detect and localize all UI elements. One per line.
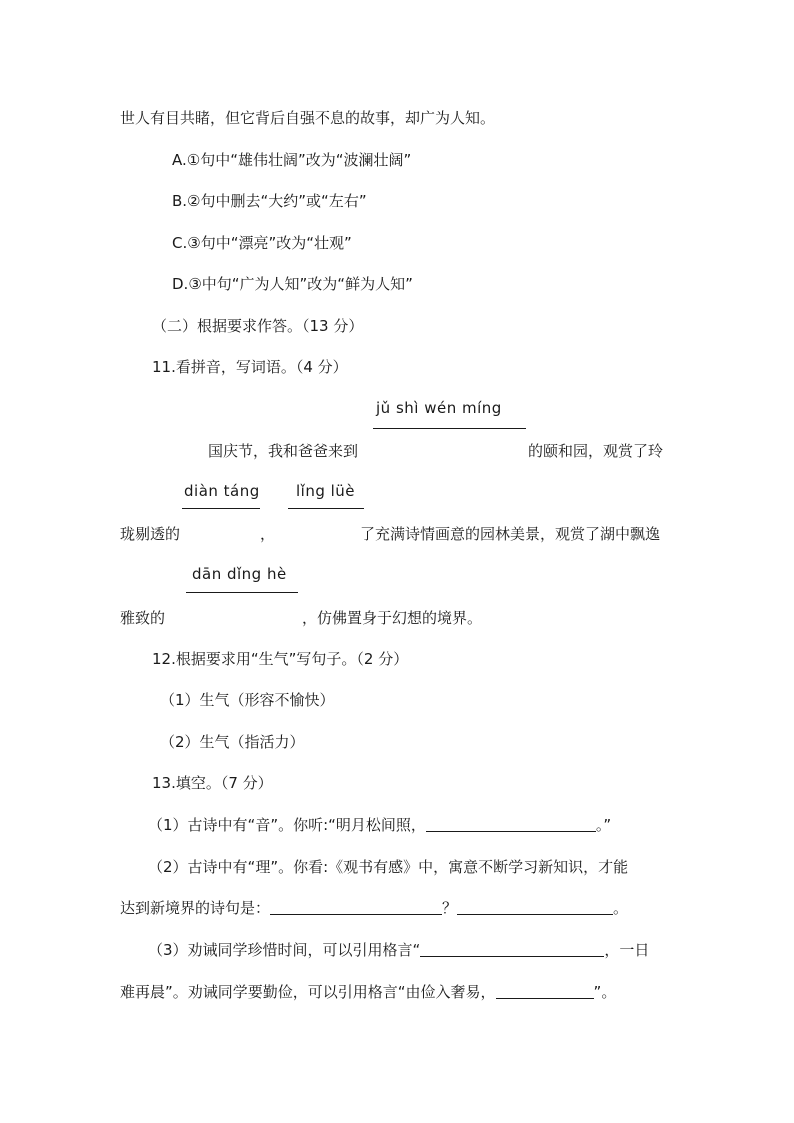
q13-item3-end: ”。 <box>593 983 617 1001</box>
q13-item1-tail: 。” <box>595 816 612 834</box>
q13-item2-mid: ？ <box>442 899 458 917</box>
q11-title: 11.看拼音，写词语。（4 分） <box>152 358 348 376</box>
passage-tail: 世人有目共睹，但它背后自强不息的故事，却广为人知。 <box>120 109 496 127</box>
answer-line-2[interactable] <box>182 508 260 509</box>
pinyin-diantang: diàn táng <box>184 482 260 500</box>
q11-sentence3-end: ，仿佛置身于幻想的境界。 <box>302 609 483 627</box>
q13-item2: （2）古诗中有“理”。你看:《观书有感》中，寓意不断学习新知识，才能 <box>148 858 629 876</box>
q13-item3-text: （3）劝诫同学珍惜时间，可以引用格言“ <box>148 941 421 959</box>
pinyin-dandinghe: dān dǐng hè <box>192 565 287 583</box>
option-d: D.③中句“广为人知”改为“鲜为人知” <box>172 275 413 293</box>
q12-title: 12.根据要求用“生气”写句子。（2 分） <box>152 650 409 668</box>
q11-sentence1-end: 的颐和园，观赏了玲 <box>528 442 664 460</box>
option-b: B.②句中删去“大约”或“左右” <box>172 192 367 210</box>
option-c: C.③句中“漂亮”改为“壮观” <box>172 234 352 252</box>
answer-line-3[interactable] <box>288 508 364 509</box>
q13-blank-4[interactable] <box>420 940 604 957</box>
q13-item3-tail: ，一日 <box>604 941 650 959</box>
q11-sentence1-start: 国庆节，我和爸爸来到 <box>208 442 359 460</box>
q12-item1: （1）生气（形容不愉快） <box>160 691 335 709</box>
q13-item3 <box>148 940 649 960</box>
q13-item1 <box>148 815 611 835</box>
q12-item2: （2）生气（指活力） <box>160 733 305 751</box>
q13-blank-1[interactable] <box>426 815 596 832</box>
answer-line-1[interactable] <box>373 428 526 429</box>
q13-item2-end: 。 <box>613 899 629 917</box>
q11-sentence2-start: 珑剔透的 <box>120 525 181 543</box>
q13-item3-text2: 难再晨”。劝诫同学要勤俭，可以引用格言“由俭入奢易， <box>120 983 496 1001</box>
q13-title: 13.填空。（7 分） <box>152 774 273 792</box>
q13-blank-5[interactable] <box>496 982 594 999</box>
q13-item1-text: （1）古诗中有“音”。你听:“明月松间照， <box>148 816 426 834</box>
q13-blank-3[interactable] <box>457 898 613 915</box>
answer-line-4[interactable] <box>186 592 298 593</box>
q11-sentence2-comma: ， <box>260 525 276 543</box>
pinyin-linglue: lǐng lüè <box>296 482 356 500</box>
q13-item2-text: 达到新境界的诗句是： <box>120 899 271 917</box>
option-a: A.①句中“雄伟壮阔”改为“波澜壮阔” <box>172 151 412 169</box>
q13-item3-cont <box>120 982 616 1002</box>
pinyin-jushiwenming: jǔ shì wén míng <box>376 399 502 417</box>
q13-item2-cont <box>120 898 628 918</box>
q13-blank-2[interactable] <box>270 898 442 915</box>
q11-sentence2-end: 了充满诗情画意的园林美景，观赏了湖中飘逸 <box>360 525 661 543</box>
section-title: （二）根据要求作答。（13 分） <box>152 317 364 335</box>
q11-sentence3-start: 雅致的 <box>120 609 166 627</box>
